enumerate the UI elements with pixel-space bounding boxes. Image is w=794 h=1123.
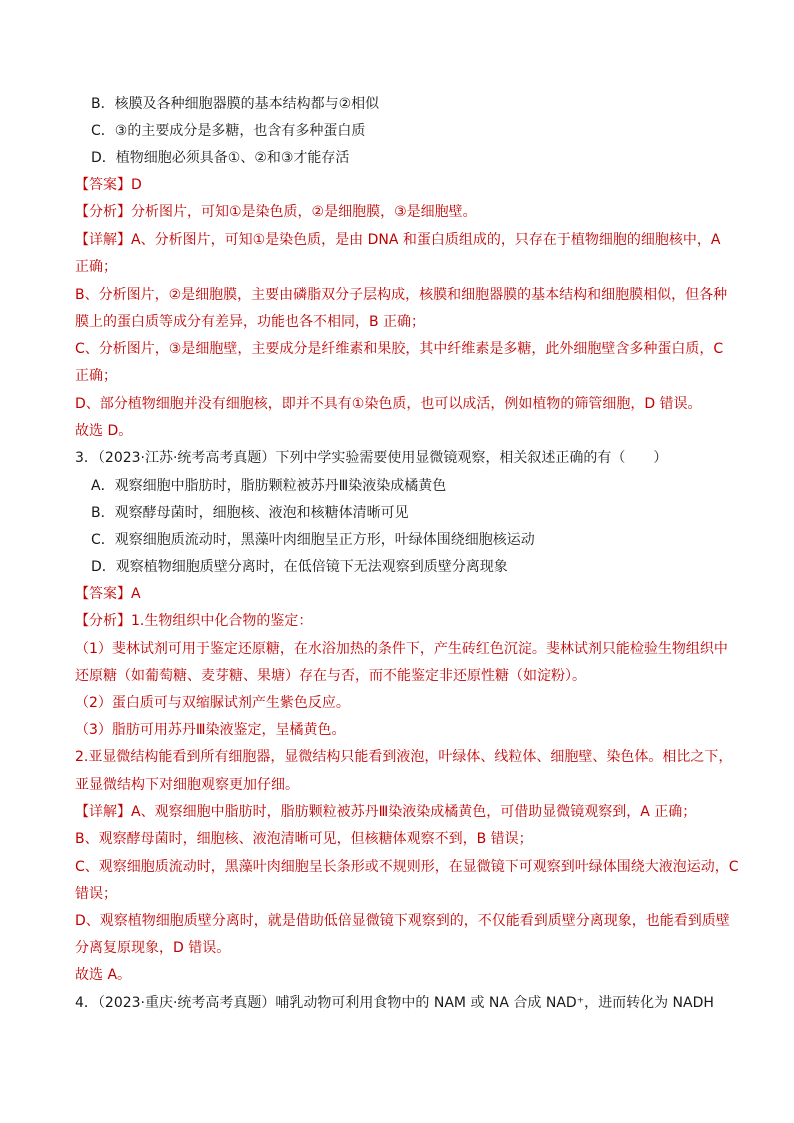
q2-detail-a [75,230,735,250]
q3-option-b: B．观察酵母菌时，细胞核、液泡和核糖体清晰可见 [91,505,409,521]
q2-detail-b: B、分析图片，②是细胞膜，主要由磷脂双分子层构成，核膜和细胞器膜的基本结构和细胞膜相似，但各种 [75,287,728,303]
q3-conclusion: 故选 A。 [75,967,132,983]
analysis-text: 分析图片，可知①是染色质，②是细胞膜，③是细胞壁。 [131,204,477,220]
q3-analysis-3: 还原糖（如葡萄糖、麦芽糖、果塘）存在与否，而不能鉴定非还原性糖（如淀粉）。 [75,668,586,684]
q2-detail-c-cont: 正确； [75,368,117,384]
q3-analysis-4: （2）蛋白质可与双缩脲试剂产生紫色反应。 [75,695,350,711]
detail-tag: 【详解】 [75,804,131,820]
q2-detail-b-cont: 膜上的蛋白质等成分有差异，功能也各不相同，B 正确； [75,314,426,330]
q2-option-d: D．植物细胞必须具备①、②和③才能存活 [91,150,350,166]
q3-stem: 3．（2023·江苏·统考高考真题）下列中学实验需要使用显微镜观察，相关叙述正确的有（ ） [75,450,668,466]
q2-option-b: B．核膜及各种细胞器膜的基本结构都与②相似 [91,96,380,112]
q2-option-c: C．③的主要成分是多糖，也含有多种蛋白质 [91,123,366,139]
q2-conclusion: 故选 D。 [75,423,133,439]
detail-tag: 【详解】 [75,232,131,248]
q3-analysis-6: 2.亚显微结构能看到所有细胞器，显微结构只能看到液泡，叶绿体、线粒体、细胞壁、染色体。相比之下， [75,749,733,765]
q2-detail-a-cont: 正确； [75,259,117,275]
q3-option-a: A．观察细胞中脂肪时，脂肪颗粒被苏丹Ⅲ染液染成橘黄色 [91,478,447,494]
q3-option-d: D．观察植物细胞质壁分离时，在低倍镜下无法观察到质壁分离现象 [91,559,508,575]
q4-stem: 4．（2023·重庆·统考高考真题）哺乳动物可利用食物中的 NAM 或 NA 合成 NAD⁺，进而转化为 NADH [75,995,714,1011]
analysis-tag: 【分析】 [75,613,131,629]
q2-detail-c: C、分析图片，③是细胞壁，主要成分是纤维素和果胶，其中纤维素是多糖，此外细胞壁含多种蛋白质，C [75,341,724,357]
q2-analysis [75,202,735,222]
q3-detail-b: B、观察酵母菌时，细胞核、液泡清晰可见，但核糖体观察不到，B 错误； [75,831,533,847]
answer-tag: 【答案】 [75,177,131,193]
q2-answer [75,175,735,195]
answer-value: D [131,177,142,193]
q3-detail-c: C、观察细胞质流动时，黑藻叶肉细胞呈长条形或不规则形，在显微镜下可观察到叶绿体围绕大液泡运动，C [75,859,739,875]
detail-text: A、观察细胞中脂肪时，脂肪颗粒被苏丹Ⅲ染液染成橘黄色，可借助显微镜观察到，A 正确； [131,804,697,820]
q3-detail-d-cont: 分离复原现象，D 错误。 [75,940,231,956]
analysis-tag: 【分析】 [75,204,131,220]
analysis-text: 1.生物组织中化合物的鉴定： [131,613,313,629]
answer-tag: 【答案】 [75,586,131,602]
detail-text: A、分析图片，可知①是染色质，是由 DNA 和蛋白质组成的，只存在于植物细胞的细胞核中，A [131,232,721,248]
q3-answer [75,584,735,604]
answer-value: A [131,586,141,602]
q3-analysis-7: 亚显微结构下对细胞观察更加仔细。 [75,777,299,793]
q3-analysis-5: （3）脂肪可用苏丹Ⅲ染液鉴定，呈橘黄色。 [75,722,346,738]
q3-detail-c-cont: 错误； [75,886,117,902]
q3-detail-a [75,802,735,822]
q2-detail-d: D、部分植物细胞并没有细胞核，即并不具有①染色质，也可以成活，例如植物的筛管细胞，D 错误。 [75,396,702,412]
q3-detail-d: D、观察植物细胞质壁分离时，就是借助低倍显微镜下观察到的，不仅能看到质壁分离现象，也能看到质壁 [75,913,730,929]
q3-analysis [75,611,735,631]
q3-option-c: C．观察细胞质流动时，黑藻叶肉细胞呈正方形，叶绿体围绕细胞核运动 [91,532,535,548]
q3-analysis-2: （1）斐林试剂可用于鉴定还原糖，在水浴加热的条件下，产生砖红色沉淀。斐林试剂只能检验生物组织中 [75,641,728,657]
